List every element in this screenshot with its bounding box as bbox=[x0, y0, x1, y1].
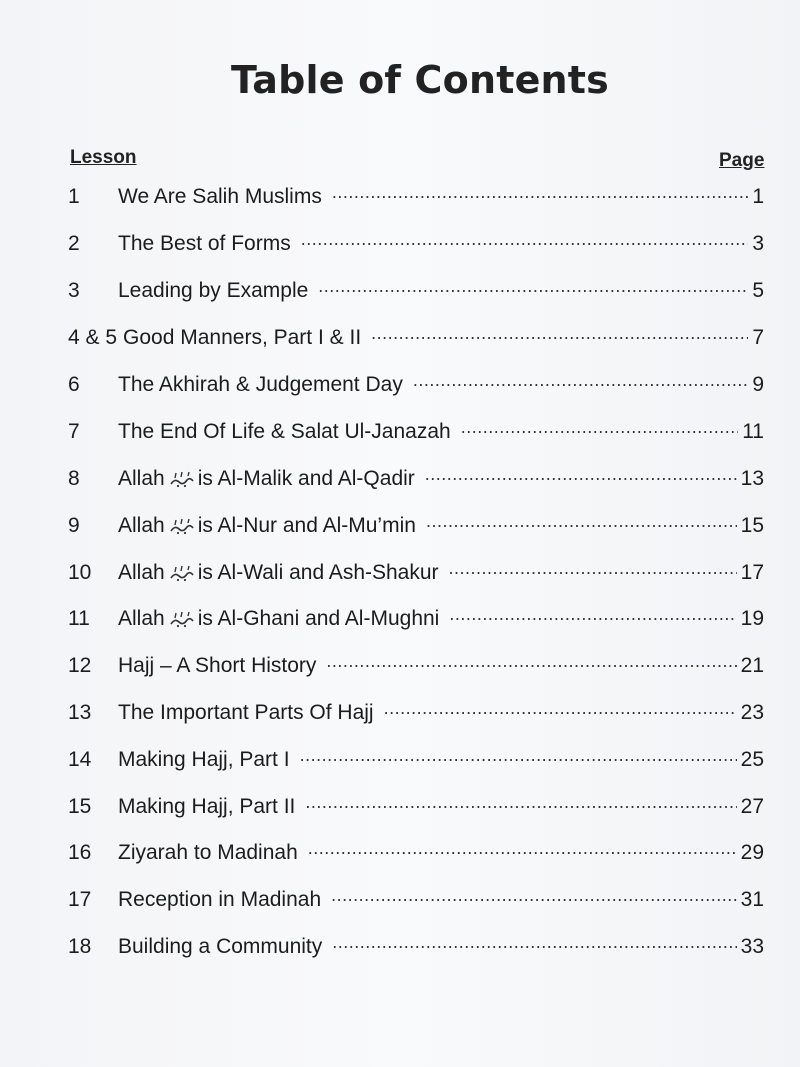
toc-row bbox=[68, 933, 764, 963]
lesson-title bbox=[118, 373, 403, 397]
lesson-number: 4 & 5 bbox=[68, 326, 118, 349]
lesson-title bbox=[118, 654, 316, 678]
lesson-title bbox=[118, 841, 298, 865]
lesson-number: 6 bbox=[68, 373, 80, 396]
dot-leader bbox=[426, 512, 737, 532]
lesson-title-text: Making Hajj, Part II bbox=[118, 795, 296, 818]
lesson-title-text: Making Hajj, Part I bbox=[118, 748, 290, 771]
lesson-title bbox=[118, 232, 291, 256]
page-number: 13 bbox=[740, 467, 764, 490]
lesson-title bbox=[118, 185, 322, 209]
salutation-glyph-icon bbox=[169, 469, 195, 489]
toc-row bbox=[68, 371, 764, 401]
toc-row bbox=[68, 652, 764, 682]
toc-row bbox=[68, 793, 764, 823]
toc-row bbox=[68, 230, 764, 260]
lesson-number: 7 bbox=[68, 420, 80, 443]
page-number: 25 bbox=[740, 748, 764, 771]
page-number: 1 bbox=[752, 185, 764, 208]
lesson-title-text: Allah bbox=[118, 467, 165, 490]
lesson-number: 17 bbox=[68, 888, 92, 911]
dot-leader bbox=[371, 324, 748, 344]
toc-row bbox=[68, 418, 764, 448]
lesson-title-suffix: is Al-Malik and Al-Qadir bbox=[197, 467, 415, 490]
dot-leader bbox=[301, 230, 749, 250]
lesson-title-text: The Akhirah & Judgement Day bbox=[118, 373, 403, 396]
page-column-header: Page bbox=[719, 150, 765, 171]
lesson-number: 3 bbox=[68, 279, 80, 302]
dot-leader bbox=[413, 371, 748, 391]
page-number: 11 bbox=[742, 420, 764, 443]
dot-leader bbox=[449, 559, 737, 579]
lesson-title-suffix: is Al-Ghani and Al-Mughni bbox=[197, 607, 440, 630]
lesson-number: 15 bbox=[68, 795, 92, 818]
lesson-title bbox=[118, 888, 321, 912]
lesson-number: 11 bbox=[68, 607, 90, 630]
lesson-number: 9 bbox=[68, 514, 80, 537]
dot-leader bbox=[449, 605, 736, 625]
lesson-title-text: Building a Community bbox=[118, 935, 323, 958]
lesson-title bbox=[118, 935, 322, 959]
lesson-title bbox=[118, 795, 295, 819]
dot-leader bbox=[326, 652, 736, 672]
toc-row bbox=[68, 886, 764, 916]
lesson-title-text: We Are Salih Muslims bbox=[118, 185, 322, 208]
salutation-glyph-icon bbox=[169, 516, 195, 536]
toc-row bbox=[68, 699, 764, 729]
dot-leader bbox=[332, 183, 748, 203]
toc-row bbox=[68, 839, 764, 869]
dot-leader bbox=[331, 886, 737, 906]
lesson-title-suffix: is Al-Wali and Ash-Shakur bbox=[197, 561, 439, 584]
lesson-number: 2 bbox=[68, 232, 80, 255]
page-number: 27 bbox=[740, 795, 764, 818]
dot-leader bbox=[308, 839, 737, 859]
toc-row bbox=[68, 277, 764, 307]
lesson-number: 18 bbox=[68, 935, 92, 958]
lesson-title-text: Reception in Madinah bbox=[118, 888, 322, 911]
page-number: 5 bbox=[752, 279, 764, 302]
lesson-number: 12 bbox=[68, 654, 92, 677]
lesson-number: 8 bbox=[68, 467, 80, 490]
lesson-number: 10 bbox=[68, 561, 92, 584]
lesson-number: 1 bbox=[68, 185, 80, 208]
lesson-column-header: Lesson bbox=[70, 147, 137, 168]
dot-leader bbox=[318, 277, 748, 297]
toc-row bbox=[68, 183, 764, 213]
page-number: 33 bbox=[740, 935, 764, 958]
page-number: 21 bbox=[740, 654, 764, 677]
lesson-title-text: Hajj – A Short History bbox=[118, 654, 317, 677]
lesson-number: 16 bbox=[68, 841, 92, 864]
lesson-title bbox=[118, 701, 374, 725]
salutation-glyph-icon bbox=[169, 609, 195, 629]
page-number: 19 bbox=[740, 607, 764, 630]
page-number: 15 bbox=[740, 514, 764, 537]
lesson-title-text: Ziyarah to Madinah bbox=[118, 841, 298, 864]
page-number: 3 bbox=[752, 232, 764, 255]
dot-leader bbox=[425, 465, 737, 485]
lesson-title bbox=[118, 607, 439, 631]
lesson-title-text: Allah bbox=[118, 514, 165, 537]
lesson-title-suffix: is Al-Nur and Al-Mu’min bbox=[197, 514, 416, 537]
toc-row bbox=[68, 605, 764, 635]
dot-leader bbox=[300, 746, 737, 766]
toc-row bbox=[68, 324, 764, 354]
dot-leader bbox=[305, 793, 736, 813]
page-number: 23 bbox=[740, 701, 764, 724]
dot-leader bbox=[461, 418, 739, 438]
lesson-title-text: The Important Parts Of Hajj bbox=[118, 701, 374, 724]
lesson-title bbox=[118, 561, 439, 585]
salutation-glyph-icon bbox=[169, 563, 195, 583]
toc-row bbox=[68, 512, 764, 542]
lesson-title-text: The End Of Life & Salat Ul-Janazah bbox=[118, 420, 451, 443]
lesson-title-text: Allah bbox=[118, 561, 165, 584]
lesson-title-text: The Best of Forms bbox=[118, 232, 291, 255]
toc-row bbox=[68, 559, 764, 589]
toc-row bbox=[68, 746, 764, 776]
dot-leader bbox=[384, 699, 737, 719]
lesson-title-text: Leading by Example bbox=[118, 279, 309, 302]
page-number: 17 bbox=[740, 561, 764, 584]
page-title: Table of Contents bbox=[231, 58, 609, 102]
lesson-title bbox=[123, 326, 361, 350]
lesson-title-text: Good Manners, Part I & II bbox=[123, 326, 362, 349]
page-number: 29 bbox=[740, 841, 764, 864]
page-number: 7 bbox=[752, 326, 764, 349]
lesson-title bbox=[118, 514, 416, 538]
lesson-title bbox=[118, 467, 415, 491]
lesson-title-text: Allah bbox=[118, 607, 165, 630]
page-number: 31 bbox=[740, 888, 764, 911]
toc-row bbox=[68, 465, 764, 495]
lesson-number: 14 bbox=[68, 748, 92, 771]
lesson-number: 13 bbox=[68, 701, 92, 724]
page-number: 9 bbox=[752, 373, 764, 396]
lesson-title bbox=[118, 420, 451, 444]
dot-leader bbox=[332, 933, 736, 953]
lesson-title bbox=[118, 748, 290, 772]
lesson-title bbox=[118, 279, 308, 303]
